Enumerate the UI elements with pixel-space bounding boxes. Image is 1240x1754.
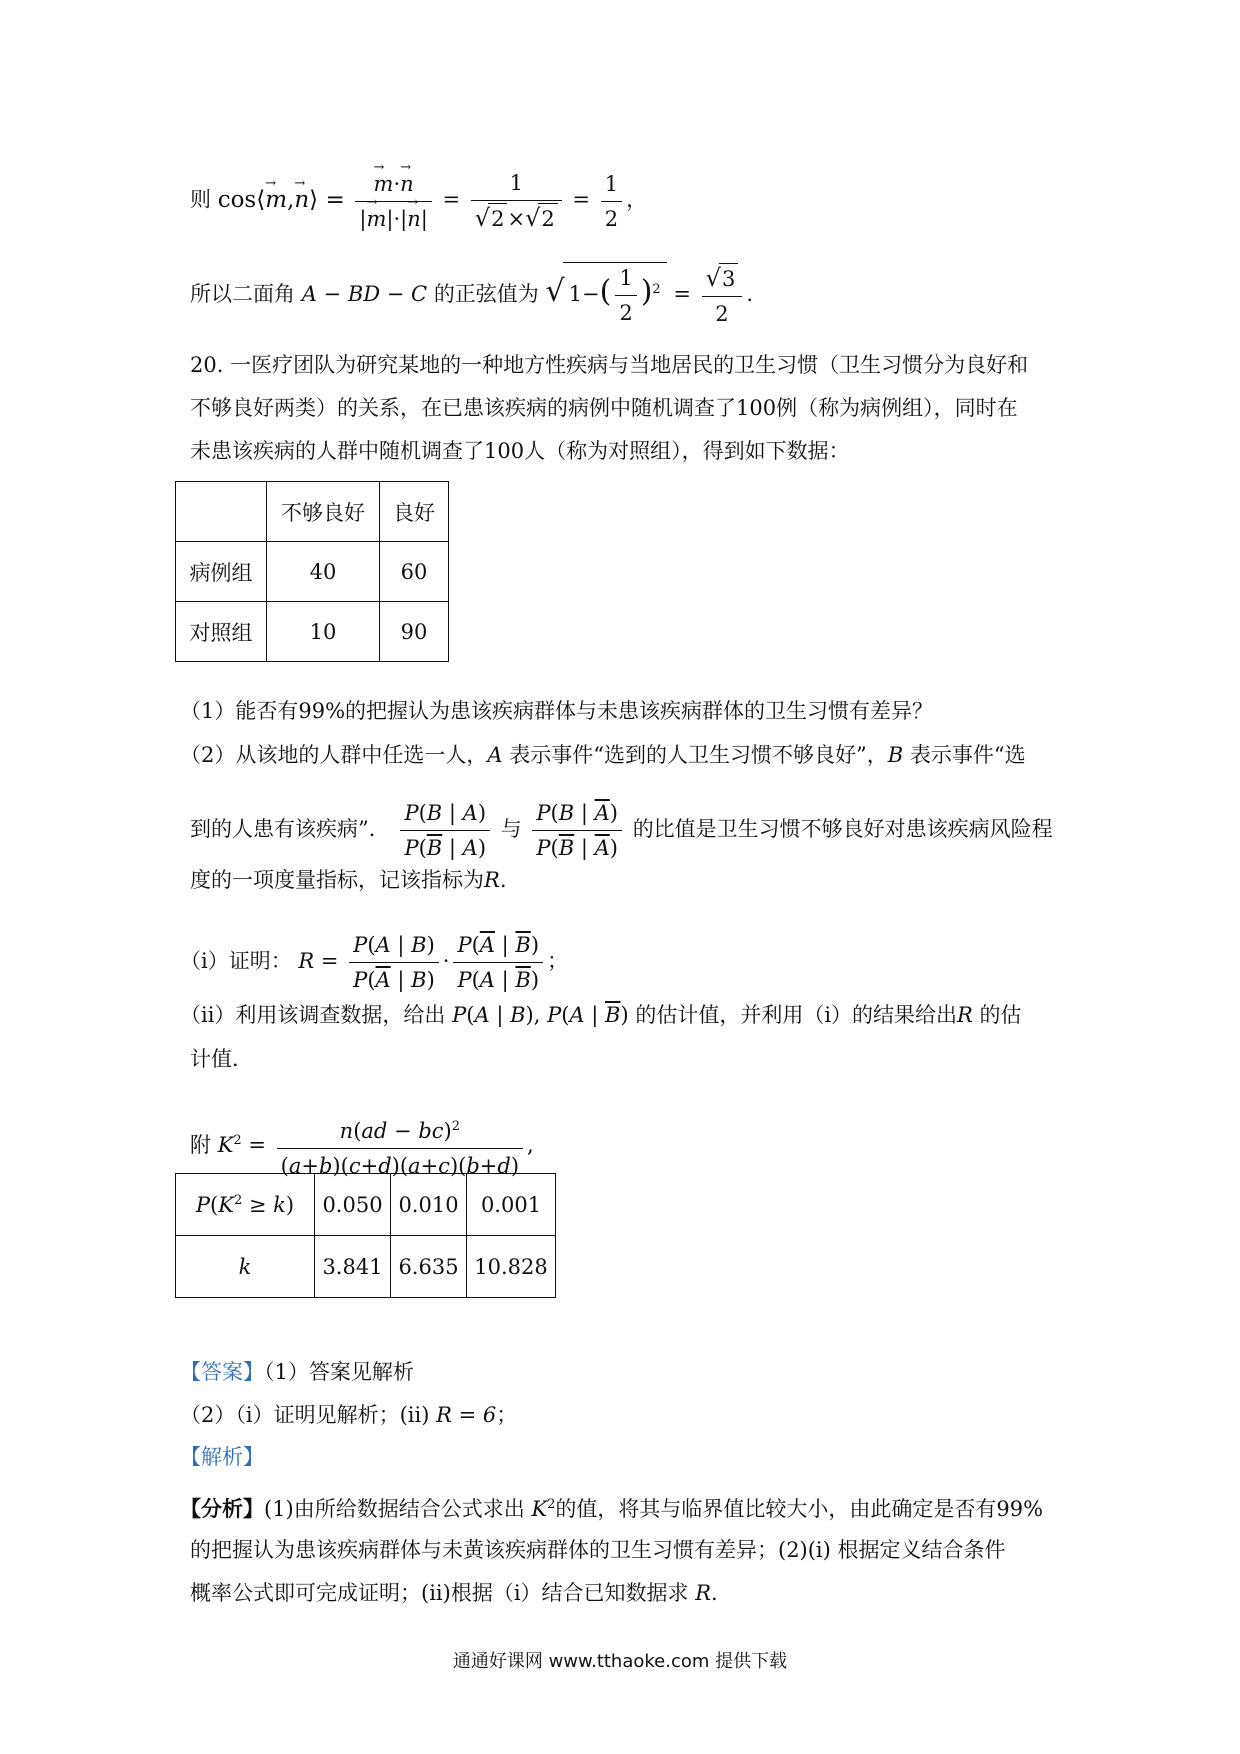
analysis-line-2: 的把握认为患该疾病群体与未黄该疾病群体的卫生习惯有差异；(2)(i) 根据定义结合条件 bbox=[190, 1538, 1006, 1562]
sine-line: 所以二面角 A − BD − C 的正弦值为 √ 1−( $\frac{1}{2}$ )$^2$ = $\frac{√3}{2}$ . bbox=[190, 262, 753, 329]
problem-stem-1: 20. 一医疗团队为研究某地的一种地方性疾病与当地居民的卫生习惯（卫生习惯分为良好和 bbox=[190, 353, 1029, 377]
problem-stem-3: 未患该疾病的人群中随机调查了100人（称为对照组），得到如下数据： bbox=[190, 439, 850, 463]
k2-formula: 附 $K^2$ = $\frac{n(ad - bc)^2}{(a+b)(c+d)(a+c)(b+d)}$ , bbox=[190, 1112, 534, 1181]
question-ii-cont: 计值． bbox=[190, 1047, 253, 1071]
sine-text: 所以二面角 bbox=[190, 282, 295, 306]
question-2-line2: 到的人患有该疾病”． $\frac{P(B | A)}{P(\overline{B} | A)}$ 与 $\frac{P(B | \overline{A})}{P(\overline{B} | \overline{A})}$ 的比值是卫生习惯不够良好对患该疾病风险程 bbox=[190, 798, 1053, 863]
analysis-tag: 【解析】 bbox=[180, 1445, 264, 1469]
problem-stem-2: 不够良好两类）的关系，在已患该疾病的病例中随机调查了100例（称为病例组），同时在 bbox=[190, 396, 1018, 420]
critical-value-table: $P(K^2 \ge k)$ 0.050 0.010 0.001 k 3.841 6.635 10.828 bbox=[175, 1173, 556, 1298]
footer-download-note: 通通好课网 www.tthaoke.com 提供下载 bbox=[452, 1651, 788, 1672]
question-i: （i）证明： R = $\frac{P(A | B)}{P(\overline{A} | B)}$ · $\frac{P(\overline{A} | \overline{B})}{P(A | \overline{B})}$ ； bbox=[180, 930, 568, 995]
sine-mid: 的正弦值为 bbox=[433, 282, 539, 306]
answer-tag: 【答案】 bbox=[180, 1360, 264, 1384]
table-row: 病例组 40 60 bbox=[176, 542, 449, 602]
answer-line-1: 【答案】（1）答案见解析 bbox=[180, 1360, 414, 1384]
cos-formula: 则 cos⟨→ m,→ n⟩ = → $\frac{m\cdot\to n}{|\to m|\cdot|\to n|}$ = $\frac{1}{√2 \times√2}$ = $\frac{1}{2}$ ， bbox=[190, 168, 647, 234]
cos-prefix: 则 bbox=[190, 187, 211, 212]
survey-table bbox=[175, 481, 449, 662]
answer-line-2: （2）（i）证明见解析；(ii) R = 6； bbox=[180, 1403, 518, 1427]
header-good: 良好 bbox=[380, 482, 449, 542]
p-label: $P(K^2 \ge k)$ bbox=[176, 1174, 315, 1236]
header-not-good: 不够良好 bbox=[267, 482, 380, 542]
question-2-line1: （2）从该地的人群中任选一人，A 表示事件“选到的人卫生习惯不够良好”，B 表示事件“选 bbox=[180, 743, 1026, 767]
question-2-line3: 度的一项度量指标，记该指标为R. bbox=[190, 868, 507, 892]
problem-number: 20. bbox=[190, 353, 224, 377]
analysis-line-1: 【分析】(1)由所给数据结合公式求出 $K^2$的值，将其与临界值比较大小，由此确定是否有99% bbox=[180, 1496, 1044, 1521]
question-ii: （ii）利用该调查数据，给出 P(A | B), P(A | $\overline{B}$) 的估计值，并利用（i）的结果给出R 的估 bbox=[180, 1003, 1022, 1027]
table-row: 对照组 10 90 bbox=[176, 602, 449, 662]
question-1: （1）能否有99%的把握认为患该疾病群体与未患该疾病群体的卫生习惯有差异？ bbox=[180, 699, 934, 723]
analysis-line-3: 概率公式即可完成证明；(ii)根据（i）结合已知数据求 R. bbox=[190, 1581, 718, 1605]
